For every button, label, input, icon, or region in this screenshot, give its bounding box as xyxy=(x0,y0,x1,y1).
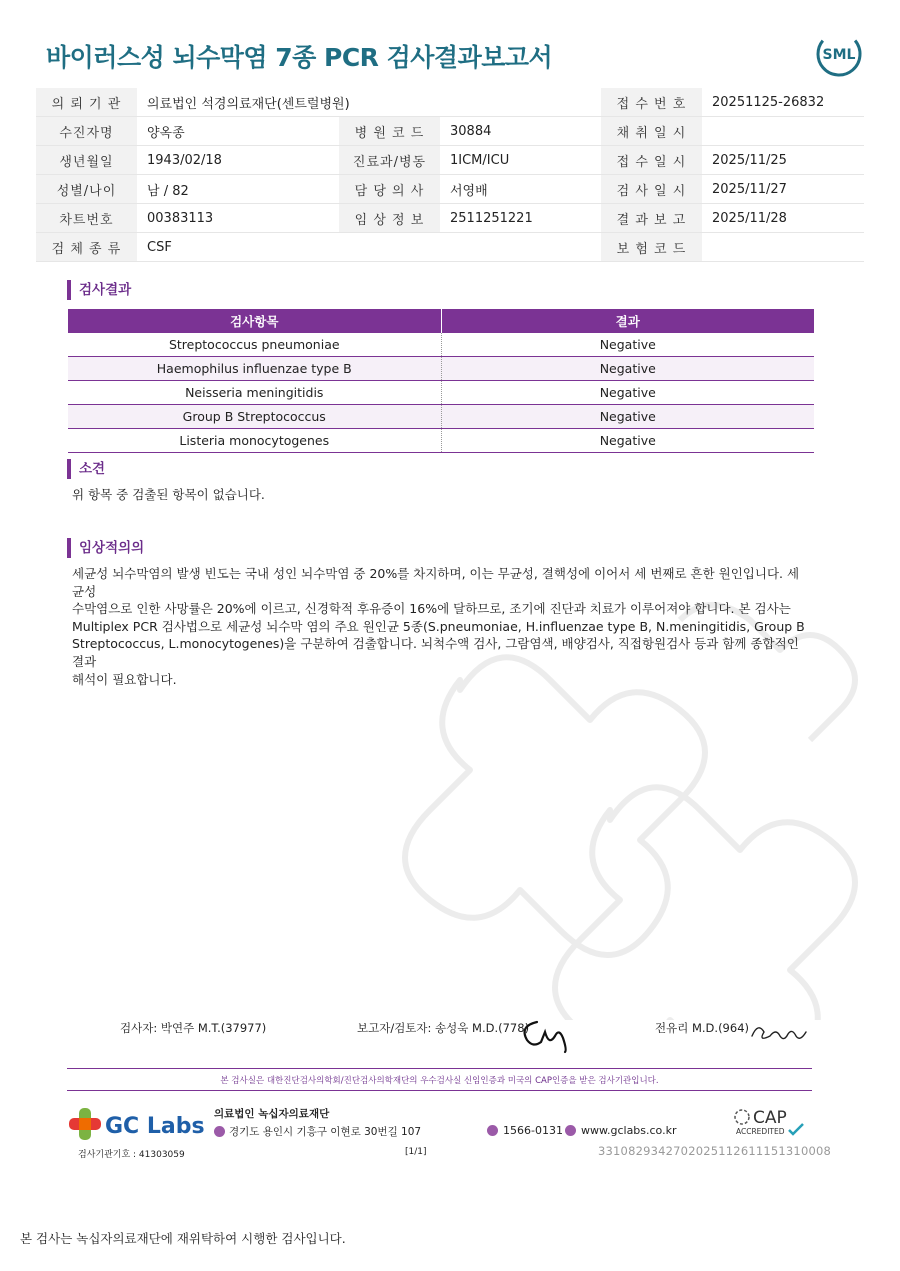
table-row xyxy=(68,381,814,405)
result-item: Streptococcus pneumoniae xyxy=(68,333,441,357)
findings-text: 위 항목 중 검출된 항목이 없습니다. xyxy=(72,487,265,502)
website-contact xyxy=(565,1124,677,1137)
page-number: [1/1] xyxy=(405,1147,427,1157)
cap-accredited-logo xyxy=(733,1106,813,1140)
cap-logo-subtext: ACCREDITED xyxy=(736,1127,785,1136)
bottom-note: 본 검사는 녹십자의료재단에 재위탁하여 시행한 검사입니다. xyxy=(20,1231,346,1246)
dob-label: 생년월일 xyxy=(36,146,137,175)
result-value: Negative xyxy=(441,429,814,453)
lab-address-text: 경기도 용인시 기흥구 이현로 30번길 107 xyxy=(229,1126,422,1138)
clinical-meaning-line: Multiplex PCR 검사법으로 세균성 뇌수막 염의 주요 원인균 5종(S.pneumoniae, H.influenzae type B, N.meningitidis, Group B xyxy=(72,618,805,634)
location-pin-icon xyxy=(214,1126,225,1137)
cap-logo-text: CAP xyxy=(753,1108,787,1128)
name-value: 양옥종 xyxy=(137,117,339,146)
doctor-label: 담 당 의 사 xyxy=(339,175,440,204)
clinical-info-value: 2511251221 xyxy=(440,204,601,233)
table-row xyxy=(68,429,814,453)
collection-date-label: 채 취 일 시 xyxy=(601,117,702,146)
sml-logo xyxy=(815,30,863,78)
collection-date-value xyxy=(702,117,864,146)
receipt-date-label: 접 수 일 시 xyxy=(601,146,702,175)
hospital-code-label: 병 원 코 드 xyxy=(339,117,440,146)
other-signature xyxy=(748,1020,810,1044)
result-value: Negative xyxy=(441,405,814,429)
clinical-meaning-line: Streptococcus, L.monocytogenes)을 구분하여 검출합니다. 뇌척수액 검사, 그람염색, 배양검사, 직접항원검사 등과 함께 종합적인 결과 xyxy=(72,636,799,669)
chart-no-value: 00383113 xyxy=(137,204,339,233)
patient-info-table xyxy=(36,88,864,262)
sex-age-value: 남 / 82 xyxy=(137,175,339,204)
table-row xyxy=(68,333,814,357)
phone-text: 1566-0131 xyxy=(503,1124,563,1137)
clinical-meaning-line: 해석이 필요합니다. xyxy=(72,671,177,687)
chart-no-label: 차트번호 xyxy=(36,204,137,233)
name-label: 수진자명 xyxy=(36,117,137,146)
other-doctor-name: 전유리 M.D.(964) xyxy=(655,1021,749,1035)
phone-contact xyxy=(487,1124,563,1137)
footer-divider-bottom xyxy=(67,1090,812,1091)
table-row xyxy=(68,357,814,381)
dept-label: 진료과/병동 xyxy=(339,146,440,175)
findings-section-title: 소견 xyxy=(67,459,105,479)
results-col-result: 결과 xyxy=(441,309,814,333)
dob-value: 1943/02/18 xyxy=(137,146,339,175)
results-section-title: 검사결과 xyxy=(67,280,131,300)
lab-address xyxy=(214,1124,421,1139)
results-col-item: 검사항목 xyxy=(68,309,441,333)
result-value: Negative xyxy=(441,333,814,357)
tester-name: 검사자: 박연주 M.T.(37977) xyxy=(120,1021,267,1035)
table-row xyxy=(68,405,814,429)
result-value: Negative xyxy=(441,357,814,381)
reviewer-name: 보고자/검토자: 송성욱 M.D.(778) xyxy=(357,1021,530,1035)
dept-value: 1ICM/ICU xyxy=(440,146,601,175)
results-table xyxy=(68,309,814,453)
clinical-info-label: 임 상 정 보 xyxy=(339,204,440,233)
test-date-label: 검 사 일 시 xyxy=(601,175,702,204)
institution-code: 검사기관기호 : 41303059 xyxy=(78,1150,185,1160)
gc-labs-logo-text: GC Labs xyxy=(105,1114,205,1139)
footer-divider-top xyxy=(67,1068,812,1069)
clinical-meaning-section-title: 임상적의의 xyxy=(67,538,144,558)
reviewer-signature xyxy=(515,1012,585,1054)
result-item: Haemophilus influenzae type B xyxy=(68,357,441,381)
specimen-value: CSF xyxy=(137,233,601,262)
receipt-no-label: 접 수 번 호 xyxy=(601,88,702,117)
insurance-code-label: 보 험 코 드 xyxy=(601,233,702,262)
result-item: Group B Streptococcus xyxy=(68,405,441,429)
sml-logo-text: SML xyxy=(822,47,856,63)
report-date-label: 결 과 보 고 xyxy=(601,204,702,233)
home-icon xyxy=(565,1125,576,1136)
website-text: www.gclabs.co.kr xyxy=(581,1124,677,1137)
insurance-code-value xyxy=(702,233,864,262)
gc-labs-logo xyxy=(67,1104,207,1144)
report-date-value: 2025/11/28 xyxy=(702,204,864,233)
doctor-value: 서영배 xyxy=(440,175,601,204)
clinical-meaning-line: 세균성 뇌수막염의 발생 빈도는 국내 성인 뇌수막염 중 20%를 차지하며, 이는 무균성, 결핵성에 이어서 세 번째로 흔한 원인입니다. 세균성 xyxy=(72,566,800,599)
phone-icon xyxy=(487,1125,498,1136)
result-item: Neisseria meningitidis xyxy=(68,381,441,405)
lab-org-name: 의료법인 녹십자의료재단 xyxy=(214,1108,330,1120)
clinical-meaning-line: 수막염으로 인한 사망률은 20%에 이르고, 신경학적 후유증이 16%에 달하므로, 조기에 진단과 치료가 이루어져야 합니다. 본 검사는 xyxy=(72,601,791,617)
barcode-number: 3310829342702025112611151310008 xyxy=(598,1144,832,1158)
request-org-value: 의료법인 석경의료재단(센트럴병원) xyxy=(137,88,601,117)
clinical-meaning-text xyxy=(72,565,807,688)
specimen-label: 검 체 종 류 xyxy=(36,233,137,262)
hospital-code-value: 30884 xyxy=(440,117,601,146)
test-date-value: 2025/11/27 xyxy=(702,175,864,204)
result-item: Listeria monocytogenes xyxy=(68,429,441,453)
receipt-date-value: 2025/11/25 xyxy=(702,146,864,175)
result-value: Negative xyxy=(441,381,814,405)
receipt-no-value: 20251125-26832 xyxy=(702,88,864,117)
report-title: 바이러스성 뇌수막염 7종 PCR 검사결과보고서 xyxy=(46,43,553,72)
request-org-label: 의 뢰 기 관 xyxy=(36,88,137,117)
sex-age-label: 성별/나이 xyxy=(36,175,137,204)
cert-notice: 본 검사실은 대한진단검사의학회/진단검사의학재단의 우수검사실 신임인증과 미국의 CAP인증을 받은 검사기관입니다. xyxy=(220,1076,659,1086)
